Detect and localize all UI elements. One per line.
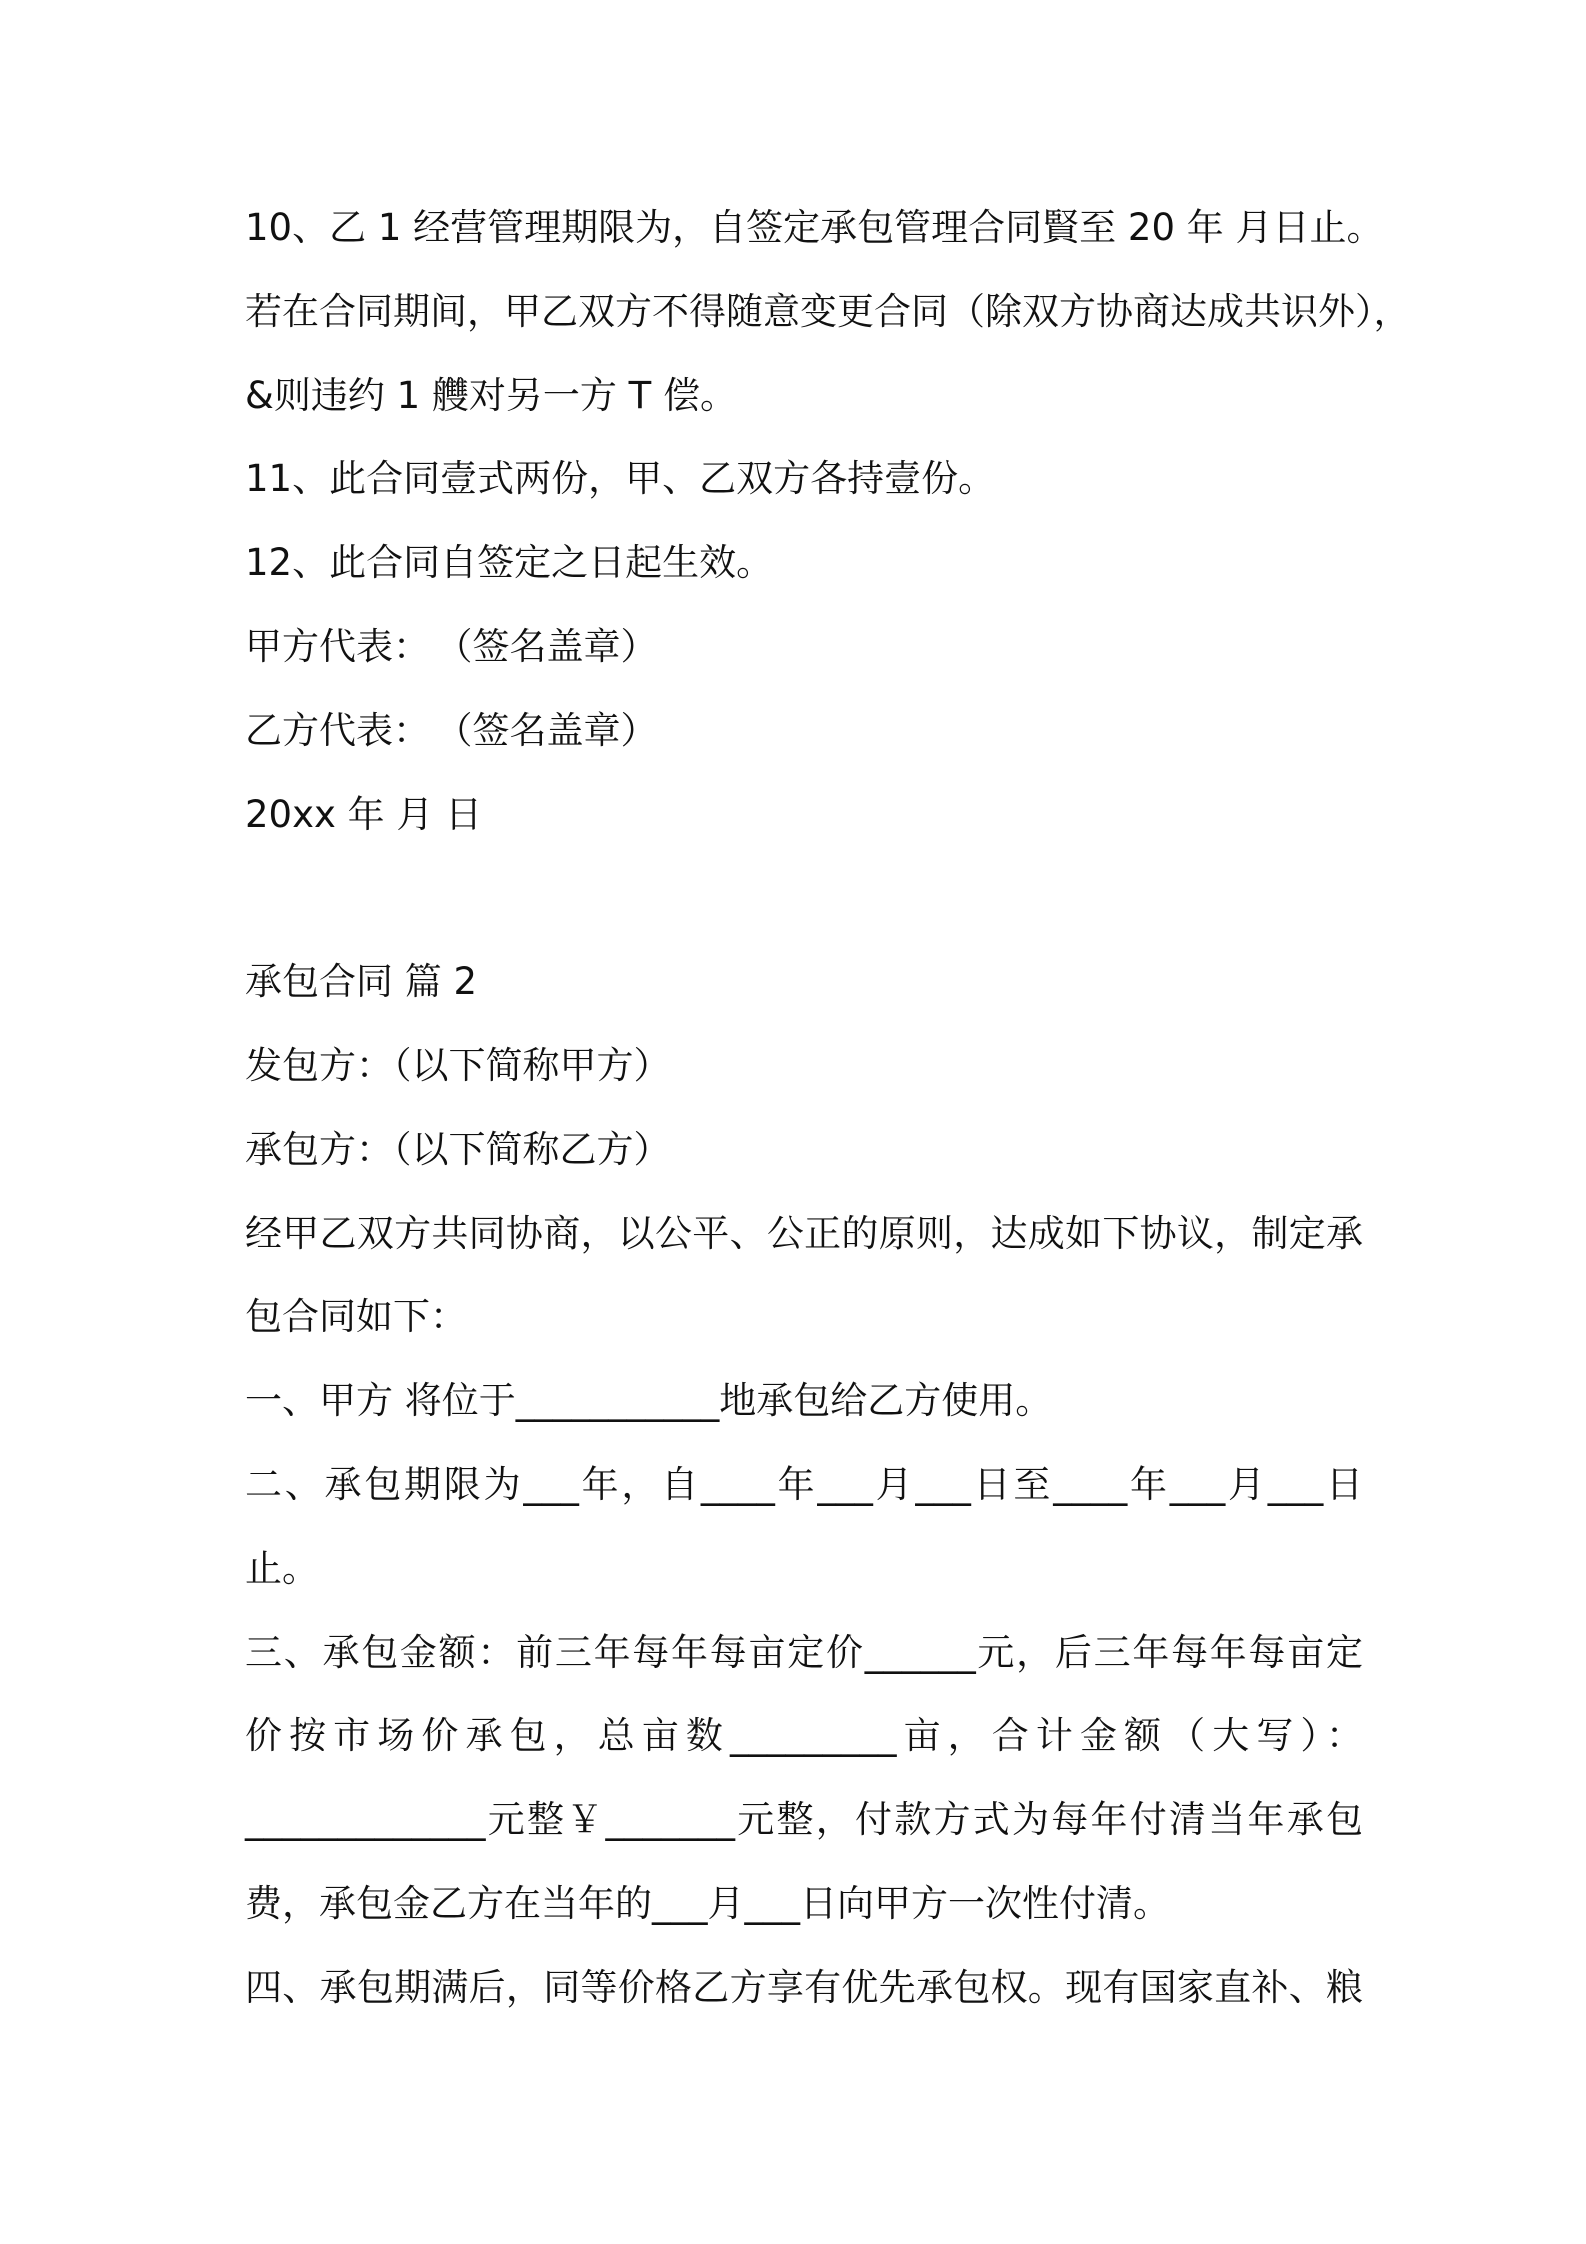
document-page — [245, 186, 1411, 2030]
clause-four — [245, 1946, 1363, 2030]
clause-line: 一、甲方 将位于___________地承包给乙方使用。 — [245, 1379, 1053, 1423]
contract-2 — [245, 940, 1363, 2029]
clause-two — [245, 1443, 1363, 1611]
signature-note: （签名盖章） — [454, 708, 658, 752]
signature-label: 乙方代表： — [245, 708, 430, 752]
clause-line: 止。 — [245, 1546, 319, 1590]
clause-one — [245, 1359, 1363, 1443]
party-issuer: 发包方：（以下简称甲方） — [245, 1043, 671, 1087]
paragraph-line: 经甲乙双方共同协商，以公平、公正的原则，达成如下协议，制定承 — [245, 1211, 1363, 1255]
clause-line: _____________元整￥_______元整，付款方式为每年付清当年承包 — [245, 1798, 1363, 1842]
clause-line: 二、承包期限为___年，自____年___月___日至____年___月___日 — [245, 1462, 1363, 1506]
signature-party-b — [245, 689, 1363, 773]
clause-line: 11、此合同壹式两份，甲、乙双方各持壹份。 — [245, 457, 996, 501]
signature-label: 甲方代表： — [245, 624, 430, 668]
signature-party-a — [245, 605, 1363, 689]
clause-line: 三、承包金额：前三年每年每亩定价______元，后三年每年每亩定 — [245, 1630, 1363, 1674]
clause-line: 四、承包期满后，同等价格乙方享有优先承包权。现有国家直补、粮 — [245, 1965, 1363, 2009]
clause-11 — [245, 437, 1363, 521]
clause-line: 10、乙 1 经营管理期限为，自签定承包管理合同賢至 20 年 月日止。 — [245, 206, 1384, 249]
intro-paragraph — [245, 1192, 1363, 1360]
date-line: 20xx 年 月 日 — [245, 792, 483, 836]
contract-1-closing — [245, 186, 1411, 856]
clause-10 — [245, 186, 1411, 437]
section-title: 承包合同 篇 2 — [245, 960, 478, 1004]
party-contractor: 承包方：（以下简称乙方） — [245, 1127, 671, 1171]
clause-line: &则违约 1 艭对另一方 T 偿。 — [245, 373, 738, 417]
clause-line: 价按市场价承包，总亩数_________亩，合计金额（大写）： — [245, 1714, 1363, 1758]
clause-12 — [245, 521, 1363, 605]
clause-line: 若在合同期间，甲乙双方不得随意变更合同（除双方协商达成共识外）， — [245, 289, 1411, 333]
section-spacer — [245, 856, 1363, 940]
signature-note: （签名盖章） — [454, 624, 658, 668]
clause-three — [245, 1611, 1363, 1946]
clause-line: 费，承包金乙方在当年的___月___日向甲方一次性付清。 — [245, 1881, 1170, 1925]
paragraph-line: 包合同如下： — [245, 1295, 467, 1339]
clause-line: 12、此合同自签定之日起生效。 — [245, 541, 774, 585]
